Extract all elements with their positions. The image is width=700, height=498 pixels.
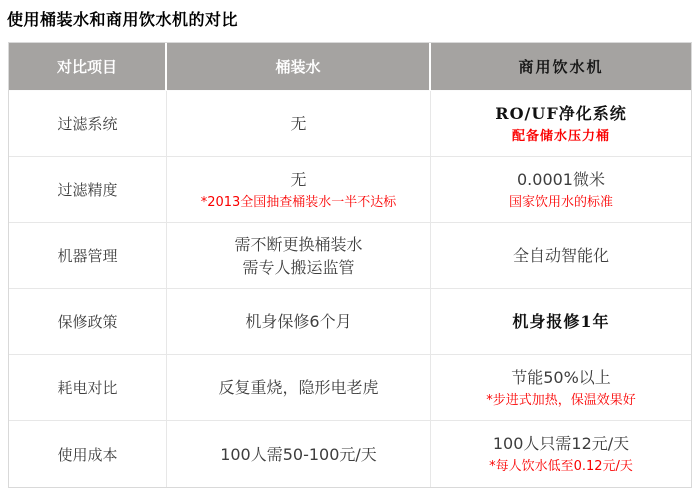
cell-main-text: 0.0001微米: [517, 169, 605, 189]
dispenser-cell: [431, 421, 691, 487]
cell-main-text: 节能50%以上: [511, 367, 611, 387]
row-label: 使用成本: [57, 445, 118, 464]
cell-main-text: 无: [290, 114, 307, 133]
cell-main-text: RO/UF净化系统: [495, 103, 627, 123]
page-title: 使用桶装水和商用饮水机的对比: [7, 10, 239, 29]
row-label-cell: [9, 355, 167, 421]
row-label-cell: [9, 421, 167, 487]
row-label-cell: [9, 289, 167, 355]
row-label: 耗电对比: [57, 379, 118, 397]
row-label: 机器管理: [57, 247, 118, 265]
comparison-table: [8, 42, 692, 488]
dispenser-cell: [431, 289, 691, 355]
cell-main-text: 100人只需12元/天: [492, 434, 630, 453]
cell-note-text: 国家饮用水的标准: [508, 194, 613, 210]
cell-note-text: *每人饮水低至0.12元/天: [489, 459, 633, 474]
row-label-cell: [9, 157, 167, 223]
row-label-cell: [9, 223, 167, 289]
cell-main-text: 反复重烧，隐形电老虎: [218, 378, 379, 397]
cell-main-text: 无: [290, 169, 307, 189]
column-header-bottled-water: 桶装水: [167, 43, 431, 91]
row-label: 过滤精度: [57, 181, 118, 199]
dispenser-cell: [431, 157, 691, 223]
cell-main-text: 需专人搬运监管: [242, 257, 355, 277]
cell-note-text: *2013全国抽查桶装水一半不达标: [200, 194, 397, 210]
dispenser-cell: [431, 91, 691, 157]
column-header-compare-item: 对比项目: [9, 43, 167, 91]
dispenser-cell: [431, 223, 691, 289]
bottled-water-cell: [167, 91, 431, 157]
bottled-water-cell: [167, 355, 431, 421]
row-label-cell: [9, 91, 167, 157]
column-header-commercial-dispenser: 商用饮水机: [431, 43, 691, 91]
cell-main-text: 机身报修1年: [512, 312, 610, 331]
bottled-water-cell: [167, 421, 431, 487]
cell-main-text: 100人需50-100元/天: [220, 444, 377, 464]
row-label: 过滤系统: [57, 115, 118, 133]
cell-note-text: *步进式加热，保温效果好: [486, 392, 636, 408]
cell-main-text: 机身保修6个月: [245, 312, 352, 331]
bottled-water-cell: [167, 157, 431, 223]
cell-main-text: 需不断更换桶装水: [234, 234, 363, 254]
cell-main-text: 全自动智能化: [512, 246, 609, 265]
bottled-water-cell: [167, 289, 431, 355]
cell-note-text: 配备储水压力桶: [511, 128, 610, 144]
row-label: 保修政策: [57, 313, 118, 331]
bottled-water-cell: [167, 223, 431, 289]
dispenser-cell: [431, 355, 691, 421]
